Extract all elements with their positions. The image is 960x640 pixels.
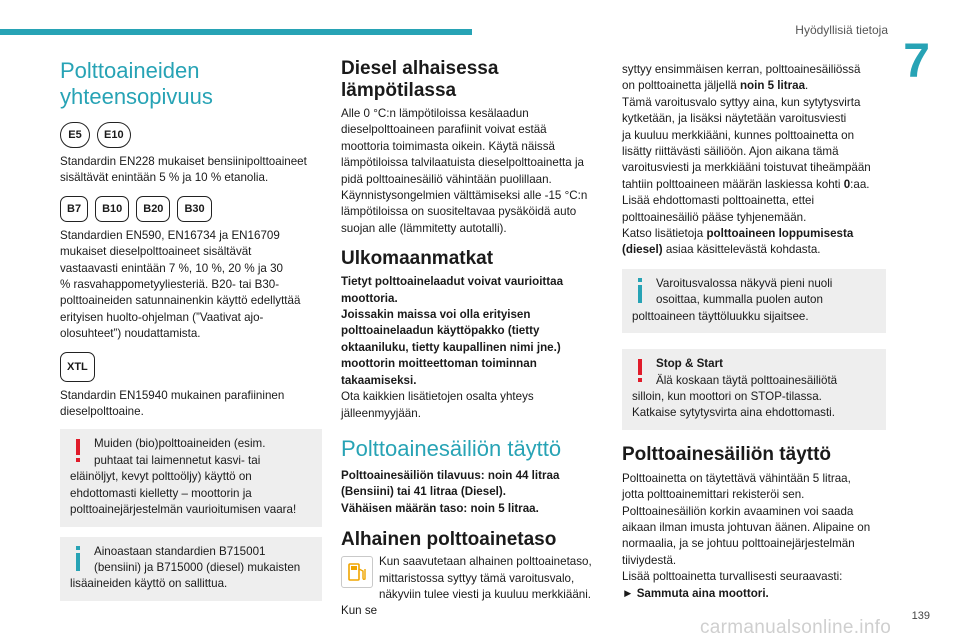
diesel-cold-text: Alle 0 °C:n lämpötiloissa kesälaadun dieselpolttoaineen parafiinit voivat estää moottoria toimimasta oikein. Käytä näissä lämpötiloissa talvilaatuista dieselpolttoainetta ja pidä polttoainesäiliö vähintään puolillaan. Käynnistysongelmien välttämiseksi alle -15 °C:n lämpötiloissa on suositeltavaa pysäköidä auto suojan alle (lämmitetty autotalli). <box>341 107 588 235</box>
warning-exclamation-icon <box>70 436 88 466</box>
badge-b20: B20 <box>136 196 170 222</box>
fuel-pump-icon <box>341 556 373 588</box>
badge-b7: B7 <box>60 196 88 222</box>
column-2 <box>341 58 603 620</box>
chapter-number: 7 <box>903 35 930 88</box>
section-title: Hyödyllisiä tietoja <box>795 23 888 37</box>
petrol-standard-text: Standardin EN228 mukaiset bensiinipolttoaineet sisältävät enintään 5 % ja 10 % etanolia. <box>60 155 307 185</box>
watermark: carmanualsonline.info <box>700 617 892 638</box>
badge-b10: B10 <box>95 196 129 222</box>
xtl-badges <box>60 352 322 382</box>
warning-note-biofuels: Muiden (bio)polttoaineiden (esim. puhtaat tai laimennetut kasvi- tai eläinöljyt, kevyt polttoöljy) käyttö on ehdottomasti kielletty – moottorin ja polttoainejärjestelmän vaurioitumisen vaara! <box>60 429 322 526</box>
info-icon <box>70 544 88 574</box>
diesel-standard-text: Standardien EN590, EN16734 ja EN16709 mukaiset dieselpolttoaineet sisältävät vastaavasti enintään 7 %, 10 %, 20 % ja 30 % rasvahappometyyliesteriä. B20- tai B30- polttoaineiden satunnainenkin käyttö edellyttää erityisen huolto-ohjelman (”Vaativat ajo- olosuhteet”) noudattamista. <box>60 228 301 341</box>
travel-abroad-text: Tietyt polttoainelaadut voivat vaurioittaa moottoria. Joissakin maissa voi olla erityisen polttoainelaadun käyttöpakko (tietty oktaaniluku, tietty kaupallinen nimi jne.) moottorin moitteettoman toiminnan takaamiseksi. Ota kaikkien lisätietojen osalta yhteys jälleenmyyjään. <box>341 275 564 420</box>
info-note-arrow: Varoitusvalossa näkyvä pieni nuoli osoittaa, kummalla puolen auton polttoaineen täyttöluukku sijaitsee. <box>622 269 886 333</box>
low-fuel-block <box>341 554 603 620</box>
filling-tank-text: Polttoainetta on täytettävä vähintään 5 litraa, jotta polttoainemittari rekisteröi sen. Polttoainesäiliön korkin avaaminen voi saada aikaan ilman imusta johtuvan äänen. Alipaine on normaalia, ja se johtuu polttoainejärjestelmän tiiviydestä. Lisää polttoainetta turvallisesti seuraavasti: ► Sammuta aina moottori. <box>622 471 871 600</box>
warning-note-stop-start: Stop & Start Älä koskaan täytä polttoainesäiliötä silloin, kun moottori on STOP-tilassa. Katkaise sytytysvirta aina ehdottomasti. <box>622 349 886 430</box>
badge-e5: E5 <box>60 122 90 148</box>
column-1 <box>60 58 322 601</box>
header-accent-bar <box>0 29 472 35</box>
heading-diesel-cold: Diesel alhaisessa lämpötilassa <box>341 58 499 101</box>
heading-fuel-compatibility: Polttoaineiden yhteensopivuus <box>60 58 213 109</box>
warning-exclamation-icon <box>632 356 650 386</box>
heading-filling-tank: Polttoainesäiliön täyttö <box>622 443 832 465</box>
tank-capacity-text: Polttoainesäiliön tilavuus: noin 44 litraa (Bensiini) tai 41 litraa (Diesel). Vähäisen määrän taso: noin 5 litraa. <box>341 468 560 515</box>
badge-b30: B30 <box>177 196 211 222</box>
petrol-badges <box>60 122 322 148</box>
low-fuel-text: Kun saavutetaan alhainen polttoainetaso, mittaristossa syttyy tämä varoitusvalo, näkyviin tulee viesti ja kuuluu merkkiääni. Kun se <box>341 555 592 618</box>
low-fuel-continued-text: syttyy ensimmäisen kerran, polttoainesäiliössä on polttoainetta jäljellä noin 5 litraa. Tämä varoitusvalo syttyy aina, kun sytytysvirta kytketään, ja lisäksi näytetään varoitusviesti ja kuuluu merkkiääni, kunnes polttoainetta on lisätty riittävästi säiliöön. Ajon aikana tämä varoitusviesti ja merkkiääni toistuvat tiheämpään tahtiin polttoaineen määrän laskiessa kohti 0:aa. Lisää ehdottomasti polttoainetta, ettei polttoainesäiliö pääse tyhjenemään. Katso lisätietoja polttoaineen loppumisesta (diesel) asiaa käsittelevästä kohdasta. <box>622 63 871 257</box>
badge-xtl: XTL <box>60 352 95 382</box>
heading-travel-abroad: Ulkomaanmatkat <box>341 248 494 270</box>
heading-low-fuel: Alhainen polttoainetaso <box>341 529 557 551</box>
heading-refuelling: Polttoainesäiliön täyttö <box>341 435 562 461</box>
page-number: 139 <box>911 610 930 622</box>
badge-e10: E10 <box>97 122 131 148</box>
column-3 <box>622 62 886 602</box>
info-icon <box>632 276 650 306</box>
xtl-standard-text: Standardin EN15940 mukainen parafiininen dieselpolttoaine. <box>60 388 285 419</box>
diesel-badges <box>60 196 322 222</box>
info-note-additives: Ainoastaan standardien B715001 (bensiini) ja B715000 (diesel) mukaisten lisäaineiden käyttö on sallittua. <box>60 537 322 601</box>
